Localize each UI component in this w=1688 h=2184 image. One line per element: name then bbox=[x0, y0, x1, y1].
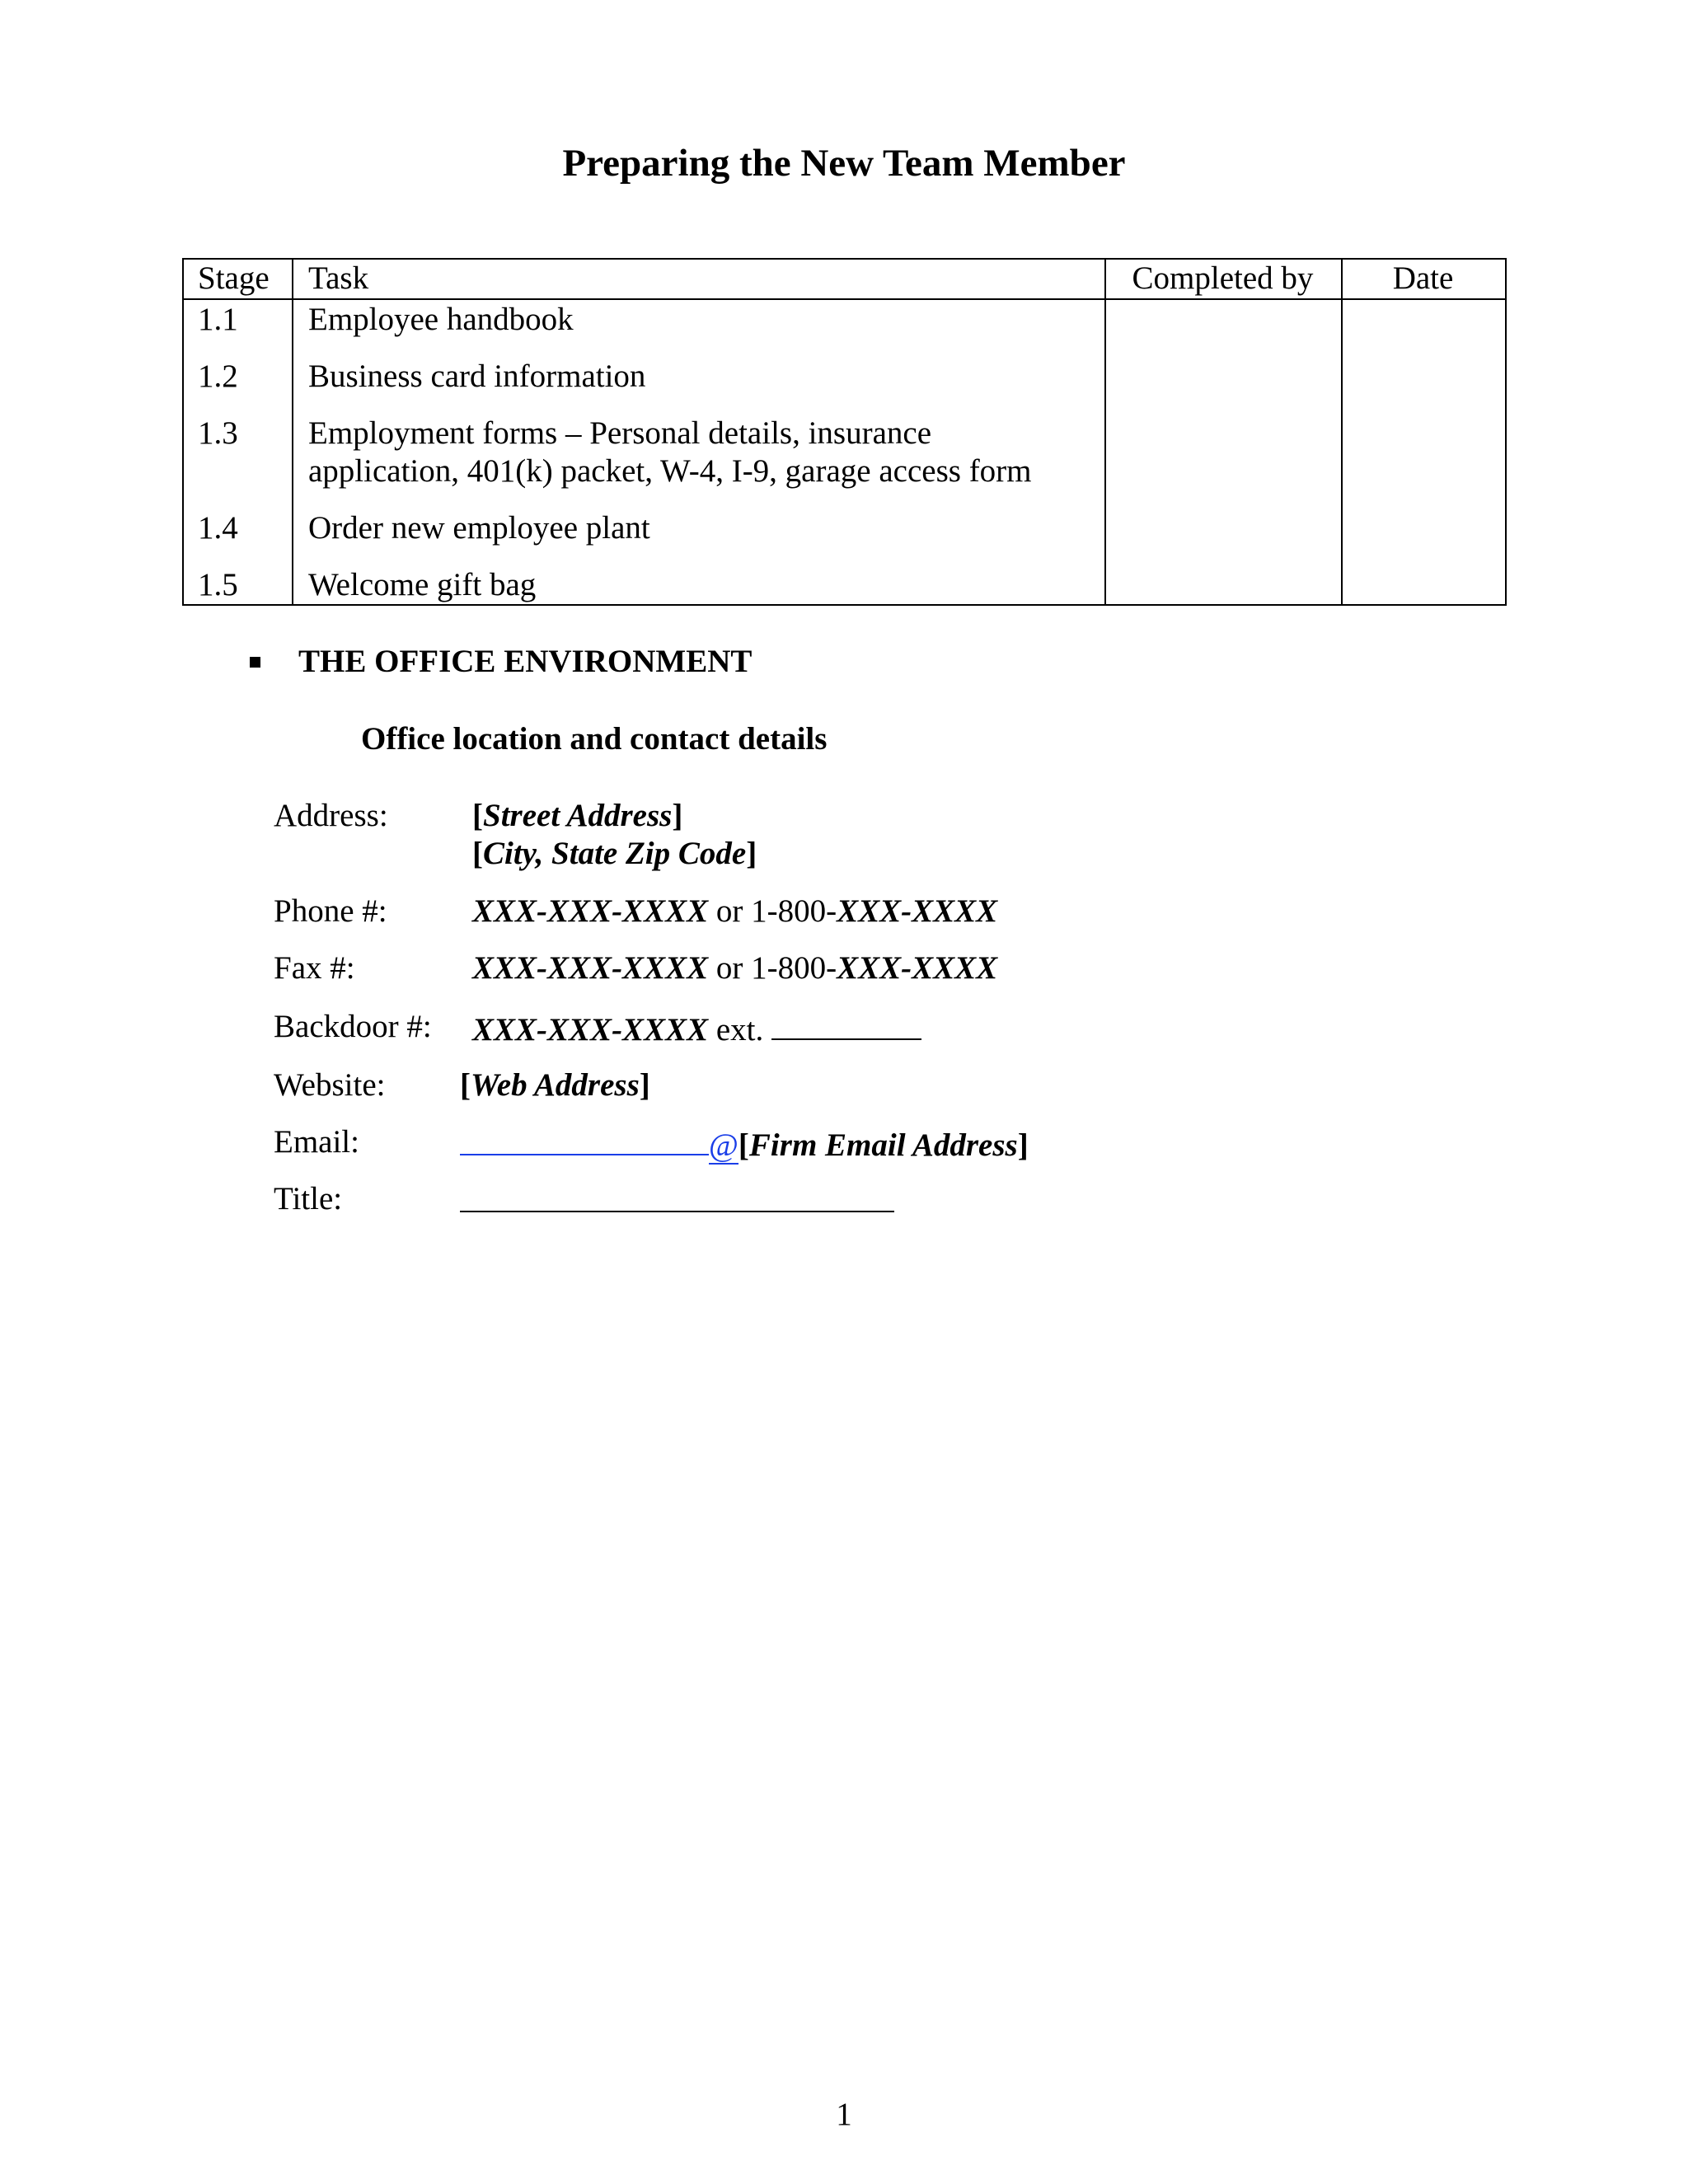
header-date: Date bbox=[1392, 260, 1454, 296]
row-task: Employment forms – Personal details, insurance bbox=[308, 415, 932, 451]
page-number: 1 bbox=[836, 2097, 852, 2132]
row-task: Order new employee plant bbox=[308, 510, 650, 546]
phone-number: XXX-XXX-XXXX bbox=[472, 893, 709, 929]
backdoor-label: Backdoor #: bbox=[274, 1009, 432, 1044]
email-label: Email: bbox=[274, 1124, 359, 1160]
city-state-zip: City, State Zip Code bbox=[483, 836, 747, 871]
row-task: Employee handbook bbox=[308, 302, 574, 337]
subsection-heading: Office location and contact details bbox=[361, 721, 828, 757]
phone-or-text: or 1-800- bbox=[708, 893, 837, 929]
table-header-divider bbox=[184, 298, 1505, 300]
website-label: Website: bbox=[274, 1067, 386, 1103]
square-bullet-icon bbox=[250, 657, 260, 668]
header-task: Task bbox=[308, 260, 369, 296]
phone-value bbox=[472, 892, 997, 931]
bracket: ] bbox=[746, 836, 757, 871]
row-task-continued: application, 401(k) packet, W-4, I-9, garage access form bbox=[308, 453, 1032, 489]
page-title: Preparing the New Team Member bbox=[562, 142, 1126, 185]
row-stage: 1.2 bbox=[198, 359, 238, 394]
fax-or-text: or 1-800- bbox=[708, 950, 837, 986]
fax-tollfree: XXX-XXXX bbox=[837, 950, 998, 986]
bracket: [ bbox=[472, 836, 483, 871]
web-address: Web Address bbox=[471, 1067, 640, 1103]
title-label: Title: bbox=[274, 1181, 343, 1216]
extension-blank-field[interactable] bbox=[771, 1007, 921, 1040]
row-task: Business card information bbox=[308, 359, 646, 394]
header-completed-by: Completed by bbox=[1132, 260, 1314, 296]
website-value bbox=[460, 1066, 650, 1105]
phone-label: Phone #: bbox=[274, 893, 387, 929]
bracket: [ bbox=[472, 798, 483, 833]
table-column-divider bbox=[1341, 260, 1343, 604]
address-line-2 bbox=[472, 834, 757, 874]
bracket: [ bbox=[738, 1127, 749, 1163]
bracket: ] bbox=[672, 798, 683, 833]
bracket: [ bbox=[460, 1067, 471, 1103]
email-value bbox=[460, 1122, 1029, 1165]
fax-number: XXX-XXX-XXXX bbox=[472, 950, 709, 986]
backdoor-ext-text: ext. bbox=[708, 1012, 772, 1047]
task-table bbox=[182, 258, 1507, 606]
row-stage: 1.1 bbox=[198, 302, 238, 337]
fax-value bbox=[472, 949, 997, 988]
row-task: Welcome gift bag bbox=[308, 567, 537, 602]
fax-label: Fax #: bbox=[274, 950, 355, 986]
title-blank-field[interactable] bbox=[460, 1179, 894, 1212]
table-column-divider bbox=[1104, 260, 1106, 604]
section-heading: THE OFFICE ENVIRONMENT bbox=[298, 644, 753, 679]
address-label: Address: bbox=[274, 798, 388, 833]
firm-email-address: Firm Email Address bbox=[748, 1127, 1018, 1163]
backdoor-value bbox=[472, 1007, 921, 1050]
header-stage: Stage bbox=[198, 260, 270, 296]
street-address: Street Address bbox=[483, 798, 673, 833]
row-stage: 1.4 bbox=[198, 510, 238, 546]
email-link[interactable] bbox=[460, 1127, 738, 1163]
row-stage: 1.5 bbox=[198, 567, 238, 602]
bracket: ] bbox=[639, 1067, 650, 1103]
address-line-1 bbox=[472, 796, 682, 836]
email-at-sign: @ bbox=[709, 1127, 738, 1163]
phone-tollfree: XXX-XXXX bbox=[837, 893, 998, 929]
title-value bbox=[460, 1179, 894, 1222]
email-username-blank bbox=[460, 1122, 709, 1155]
row-stage: 1.3 bbox=[198, 415, 238, 451]
backdoor-number: XXX-XXX-XXXX bbox=[472, 1012, 709, 1047]
table-column-divider bbox=[292, 260, 293, 604]
bracket: ] bbox=[1017, 1127, 1029, 1163]
